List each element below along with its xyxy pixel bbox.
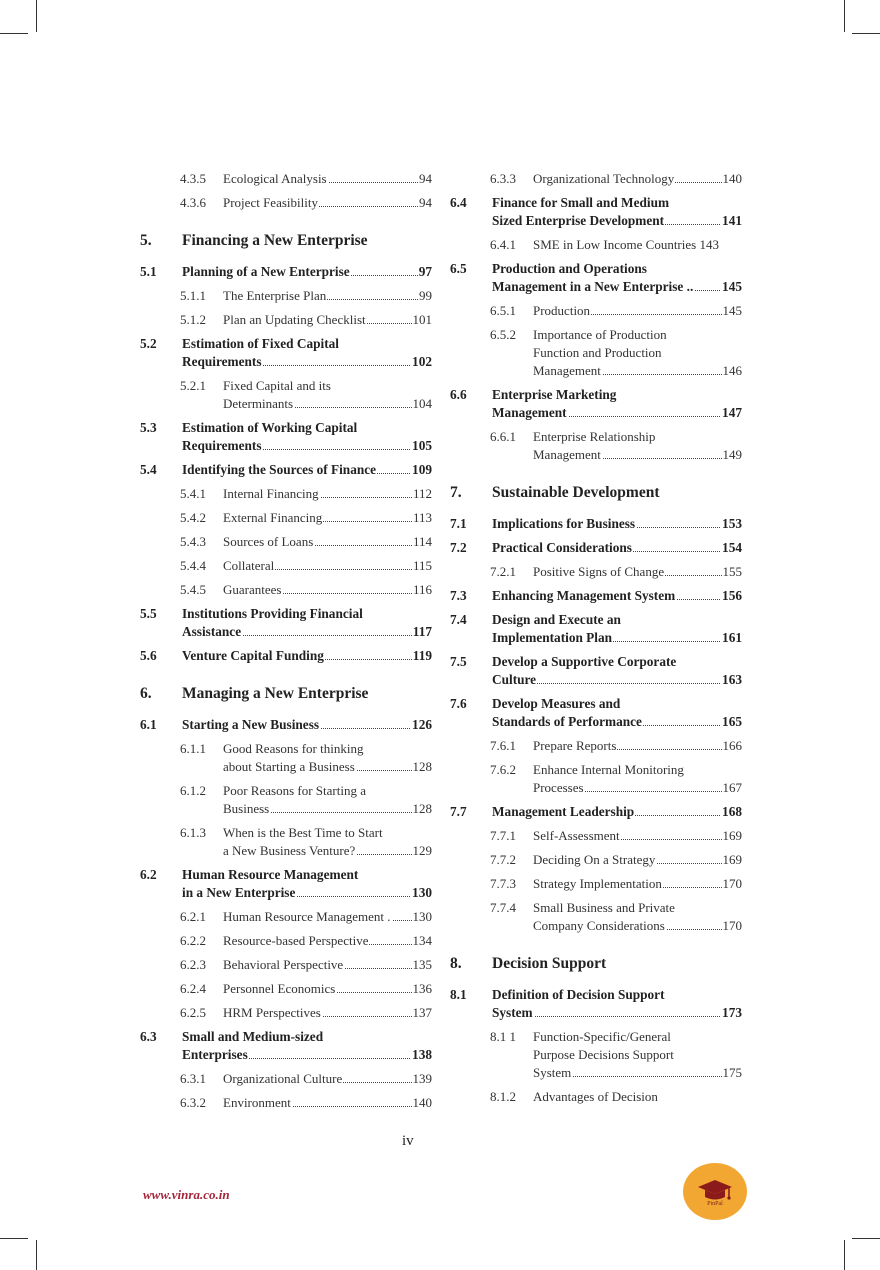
toc-entry-page: 130 (412, 885, 432, 900)
toc-entry-title: Advantages of Decision (533, 1089, 658, 1104)
toc-entry-sub[interactable] (140, 980, 432, 998)
toc-entry-page: 115 (412, 558, 432, 573)
toc-entry-page: 154 (722, 540, 742, 555)
toc-entry-title: Implications for Business (492, 516, 636, 531)
toc-entry-number: 5.4 (140, 462, 157, 477)
toc-entry-number: 8. (450, 955, 462, 972)
toc-entry-title: Estimation of Working Capital (182, 420, 358, 435)
toc-entry-title: Internal Financing (223, 486, 319, 501)
toc-entry-number: 6.6 (450, 387, 467, 402)
toc-entry-title: System (492, 1005, 533, 1020)
toc-entry-sub[interactable] (450, 302, 742, 320)
toc-entry-title: Design and Execute an (492, 612, 621, 627)
toc-entry-title: Guarantees (223, 582, 282, 597)
toc-entry-page: 175 (722, 1065, 742, 1080)
toc-entry-chapter[interactable] (450, 955, 742, 973)
toc-entry-sub[interactable] (140, 557, 432, 575)
toc-entry-sub[interactable] (450, 851, 742, 869)
toc-entry-sub[interactable] (450, 236, 742, 254)
toc-entry-title: SME in Low Income Countries 143 (533, 237, 719, 252)
toc-entry-page: 113 (412, 510, 432, 525)
toc-entry-title: Enhance Internal Monitoring (533, 762, 684, 777)
toc-entry-page: 94 (419, 171, 432, 186)
toc-entry-page: 170 (722, 918, 742, 933)
footer-url[interactable]: www.vinra.co.in (143, 1187, 230, 1202)
toc-entry-number: 5.4.4 (180, 558, 206, 573)
toc-entry-section[interactable] (450, 695, 742, 731)
toc-entry-section[interactable] (450, 587, 742, 605)
toc-entry-title: Personnel Economics (223, 981, 336, 996)
toc-entry-number: 6.6.1 (490, 429, 516, 444)
toc-entry-title: Management Leadership (492, 804, 635, 819)
crop-mark (36, 1240, 37, 1270)
toc-entry-number: 6.3.1 (180, 1071, 206, 1086)
toc-entry-title: Importance of Production (533, 327, 667, 342)
crop-mark (852, 33, 880, 34)
toc-entry-title: Function-Specific/General (533, 1029, 671, 1044)
toc-entry-title: Requirements (182, 354, 262, 369)
toc-entry-title: Requirements (182, 438, 262, 453)
toc-entry-number: 6.1 (140, 717, 157, 732)
toc-entry-sub[interactable] (140, 581, 432, 599)
toc-entry-number: 7.6.1 (490, 738, 516, 753)
toc-entry-page: 117 (412, 624, 432, 639)
toc-entry-title: Standards of Performance (492, 714, 642, 729)
toc-entry-number: 6.2.1 (180, 909, 206, 924)
toc-entry-title: Managing a New Enterprise (182, 685, 369, 702)
toc-entry-sub[interactable] (450, 1028, 742, 1082)
toc-entry-section[interactable] (450, 986, 742, 1022)
toc-entry-number: 4.3.5 (180, 171, 206, 186)
toc-entry-title: Management (492, 405, 567, 420)
publisher-badge (683, 1163, 747, 1220)
toc-entry-sub[interactable] (140, 932, 432, 950)
toc-entry-page: 173 (722, 1005, 742, 1020)
toc-entry-title: Management (533, 447, 601, 462)
toc-entry-sub[interactable] (140, 824, 432, 860)
toc-entry-page: 104 (412, 396, 432, 411)
toc-entry-page: 136 (412, 981, 432, 996)
toc-entry-page: 94 (419, 195, 432, 210)
toc-entry-page: 145 (722, 279, 742, 294)
toc-entry-sub[interactable] (450, 170, 742, 188)
crop-mark (844, 1240, 845, 1270)
toc-entry-title: Function and Production (533, 345, 662, 360)
toc-entry-number: 5.1 (140, 264, 157, 279)
toc-entry-number: 5.4.3 (180, 534, 206, 549)
toc-entry-page: 109 (412, 462, 432, 477)
badge-label: PinPal (707, 1200, 723, 1207)
toc-entry-sub[interactable] (450, 428, 742, 464)
toc-entry-number: 6.2.4 (180, 981, 206, 996)
toc-entry-sub[interactable] (140, 1004, 432, 1022)
toc-entry-page: 146 (722, 363, 742, 378)
toc-entry-number: 5.6 (140, 648, 157, 663)
crop-mark (0, 1238, 28, 1239)
toc-entry-title: Organizational Culture (223, 1071, 343, 1086)
toc-entry-page: 149 (722, 447, 742, 462)
toc-entry-title: Company Considerations (533, 918, 665, 933)
toc-entry-title: about Starting a Business (223, 759, 355, 774)
toc-entry-number: 6.2.2 (180, 933, 206, 948)
toc-entry-title: The Enterprise Plan (223, 288, 327, 303)
toc-entry-title: in a New Enterprise (182, 885, 296, 900)
toc-entry-page: 141 (722, 213, 742, 228)
toc-entry-title: Ecological Analysis (223, 171, 327, 186)
toc-entry-page: 168 (722, 804, 742, 819)
toc-entry-number: 7.7 (450, 804, 467, 819)
toc-entry-title: Behavioral Perspective (223, 957, 344, 972)
toc-entry-page: 134 (412, 933, 432, 948)
toc-entry-title: Institutions Providing Financial (182, 606, 363, 621)
toc-entry-title: Enhancing Management System (492, 588, 676, 603)
toc-entry-page: 161 (722, 630, 742, 645)
toc-entry-sub[interactable] (140, 533, 432, 551)
toc-entry-section[interactable] (140, 716, 432, 734)
toc-entry-title: a New Business Venture? (223, 843, 356, 858)
toc-entry-sub[interactable] (140, 956, 432, 974)
toc-entry-title: Poor Reasons for Starting a (223, 783, 366, 798)
toc-entry-title: Decision Support (492, 955, 607, 972)
toc-entry-sub[interactable] (450, 563, 742, 581)
toc-entry-title: Enterprise Relationship (533, 429, 656, 444)
toc-entry-number: 7.2 (450, 540, 467, 555)
toc-entry-title: Practical Considerations (492, 540, 632, 555)
toc-entry-title: Environment (223, 1095, 291, 1110)
toc-entry-page: 155 (722, 564, 742, 579)
toc-entry-number: 6.4 (450, 195, 467, 210)
toc-entry-title: Human Resource Management . (223, 909, 391, 924)
toc-entry-number: 5.4.1 (180, 486, 206, 501)
toc-entry-number: 6.5.1 (490, 303, 516, 318)
toc-entry-page: 139 (412, 1071, 432, 1086)
toc-entry-section[interactable] (140, 1028, 432, 1064)
toc-entry-number: 6.4.1 (490, 237, 516, 252)
toc-entry-sub[interactable] (450, 761, 742, 797)
toc-entry-title: Collateral (223, 558, 275, 573)
toc-entry-title: Resource-based Perspective (223, 933, 369, 948)
toc-entry-sub[interactable] (140, 311, 432, 329)
toc-entry-title: Starting a New Business (182, 717, 320, 732)
toc-entry-chapter[interactable] (140, 685, 432, 703)
toc-entry-page: 126 (412, 717, 432, 732)
toc-entry-number: 7.3 (450, 588, 467, 603)
toc-entry-title: When is the Best Time to Start (223, 825, 383, 840)
toc-entry-page: 169 (722, 828, 742, 843)
toc-entry-title: Human Resource Management (182, 867, 359, 882)
toc-entry-title: Planning of a New Enterprise (182, 264, 350, 279)
toc-entry-page: 119 (412, 648, 432, 663)
toc-entry-title: Organizational Technology (533, 171, 675, 186)
toc-entry-section[interactable] (450, 260, 742, 296)
toc-entry-page: 147 (722, 405, 742, 420)
toc-entry-page: 114 (412, 534, 432, 549)
toc-entry-number: 6.3 (140, 1029, 157, 1044)
toc-entry-number: 5.1.1 (180, 288, 206, 303)
toc-entry-sub[interactable] (140, 170, 432, 188)
toc-entry-number: 5.1.2 (180, 312, 206, 327)
crop-mark (0, 33, 28, 34)
toc-entry-page: 138 (412, 1047, 432, 1062)
toc-entry-sub[interactable] (140, 1070, 432, 1088)
toc-entry-page: 145 (722, 303, 742, 318)
toc-entry-page: 163 (722, 672, 742, 687)
toc-entry-page: 170 (722, 876, 742, 891)
toc-entry-title: Business (223, 801, 270, 816)
toc-entry-chapter[interactable] (140, 232, 432, 250)
toc-entry-title: Project Feasibility (223, 195, 318, 210)
toc-entry-sub[interactable] (140, 377, 432, 413)
crop-mark (844, 0, 845, 32)
toc-entry-page: 169 (722, 852, 742, 867)
toc-entry-number: 5.2 (140, 336, 157, 351)
toc-entry-page: 116 (412, 582, 432, 597)
toc-entry-section[interactable] (140, 419, 432, 455)
toc-entry-title: Management in a New Enterprise .. (492, 279, 694, 294)
toc-entry-section[interactable] (450, 611, 742, 647)
crop-mark (852, 1238, 880, 1239)
toc-entry-page: 128 (412, 759, 432, 774)
toc-entry-page: 112 (412, 486, 432, 501)
toc-entry-page: 153 (722, 516, 742, 531)
toc-entry-sub[interactable] (140, 194, 432, 212)
toc-entry-number: 6.1.2 (180, 783, 206, 798)
toc-entry-title: Positive Signs of Change (533, 564, 665, 579)
toc-entry-title: HRM Perspectives (223, 1005, 321, 1020)
toc-entry-page: 156 (722, 588, 742, 603)
toc-entry-section[interactable] (140, 335, 432, 371)
toc-entry-section[interactable] (450, 803, 742, 821)
toc-entry-number: 6.2.5 (180, 1005, 206, 1020)
toc-entry-number: 5.2.1 (180, 378, 206, 393)
toc-entry-section[interactable] (140, 605, 432, 641)
toc-entry-title: System (533, 1065, 572, 1080)
toc-entry-section[interactable] (450, 194, 742, 230)
toc-entry-number: 5.3 (140, 420, 157, 435)
toc-entry-section[interactable] (140, 866, 432, 902)
toc-entry-section[interactable] (140, 263, 432, 281)
toc-entry-title: Good Reasons for thinking (223, 741, 364, 756)
toc-entry-title: Venture Capital Funding (182, 648, 324, 663)
toc-entry-title: Assistance (182, 624, 242, 639)
toc-entry-sub[interactable] (450, 875, 742, 893)
toc-entry-title: Processes (533, 780, 584, 795)
toc-entry-title: Sized Enterprise Development (492, 213, 665, 228)
toc-entry-title: Finance for Small and Medium (492, 195, 670, 210)
toc-entry-sub[interactable] (450, 737, 742, 755)
toc-entry-sub[interactable] (140, 908, 432, 926)
toc-entry-page: 140 (722, 171, 742, 186)
toc-entry-number: 7.1 (450, 516, 467, 531)
toc-entry-section[interactable] (140, 461, 432, 479)
toc-entry-number: 6.3.3 (490, 171, 516, 186)
toc-entry-number: 6.1.3 (180, 825, 206, 840)
toc-entry-sub[interactable] (450, 1088, 742, 1106)
toc-entry-number: 6.3.2 (180, 1095, 206, 1110)
toc-entry-page: 165 (722, 714, 742, 729)
toc-entry-number: 5.4.2 (180, 510, 206, 525)
toc-entry-page: 167 (722, 780, 742, 795)
toc-entry-sub[interactable] (450, 899, 742, 935)
toc-entry-title: Fixed Capital and its (223, 378, 331, 393)
page-number: iv (402, 1133, 414, 1149)
toc-entry-section[interactable] (450, 386, 742, 422)
toc-entry-page: 97 (418, 264, 432, 279)
toc-entry-page: 128 (412, 801, 432, 816)
toc-entry-number: 6.5 (450, 261, 467, 276)
toc-entry-number: 6.2.3 (180, 957, 206, 972)
toc-entry-sub[interactable] (140, 740, 432, 776)
toc-entry-title: Enterprises (182, 1047, 248, 1062)
toc-right-column (450, 170, 742, 1106)
toc-entry-title: Deciding On a Strategy (533, 852, 656, 867)
toc-entry-title: Small Business and Private (533, 900, 675, 915)
toc-entry-number: 6.5.2 (490, 327, 516, 342)
toc-entry-section[interactable] (450, 515, 742, 533)
toc-entry-number: 5.5 (140, 606, 157, 621)
toc-entry-number: 7.5 (450, 654, 467, 669)
toc-entry-title: Implementation Plan (492, 630, 613, 645)
toc-entry-number: 8.1 (450, 987, 467, 1002)
toc-entry-sub[interactable] (140, 782, 432, 818)
toc-entry-page: 102 (412, 354, 432, 369)
toc-entry-title: Sustainable Development (492, 484, 660, 501)
toc-entry-number: 7.6.2 (490, 762, 516, 777)
toc-entry-sub[interactable] (140, 287, 432, 305)
toc-entry-title: Small and Medium-sized (182, 1029, 324, 1044)
toc-entry-title: Definition of Decision Support (492, 987, 665, 1002)
toc-entry-page: 105 (412, 438, 432, 453)
toc-entry-title: Strategy Implementation (533, 876, 662, 891)
toc-entry-title: Develop a Supportive Corporate (492, 654, 677, 669)
toc-entry-page: 137 (412, 1005, 432, 1020)
toc-entry-number: 7.6 (450, 696, 467, 711)
toc-entry-sub[interactable] (140, 485, 432, 503)
toc-left-column (140, 170, 432, 1112)
toc-entry-title: Prepare Reports (533, 738, 617, 753)
toc-entry-chapter[interactable] (450, 484, 742, 502)
toc-entry-number: 7.7.3 (490, 876, 516, 891)
toc-entry-number: 4.3.6 (180, 195, 206, 210)
toc-entry-section[interactable] (450, 539, 742, 557)
toc-entry-title: Enterprise Marketing (492, 387, 617, 402)
toc-entry-page: 140 (412, 1095, 432, 1110)
toc-entry-number: 7.4 (450, 612, 467, 627)
toc-entry-title: Identifying the Sources of Finance (182, 462, 377, 477)
toc-entry-page: 135 (412, 957, 432, 972)
toc-entry-title: Determinants (223, 396, 294, 411)
toc-entry-number: 5.4.5 (180, 582, 206, 597)
toc-entry-title: External Financing (223, 510, 323, 525)
toc-entry-page: 129 (412, 843, 432, 858)
toc-entry-number: 7. (450, 484, 462, 501)
toc-entry-sub[interactable] (450, 326, 742, 380)
toc-entry-page: 101 (412, 312, 432, 327)
toc-entry-title: Develop Measures and (492, 696, 621, 711)
crop-mark (36, 0, 37, 32)
toc-entry-number: 6.2 (140, 867, 157, 882)
toc-entry-title: Culture (492, 672, 537, 687)
toc-entry-title: Self-Assessment (533, 828, 620, 843)
toc-entry-number: 6. (140, 685, 152, 702)
toc-entry-page: 99 (419, 288, 432, 303)
toc-entry-number: 7.7.2 (490, 852, 516, 867)
toc-entry-title: Production and Operations (492, 261, 647, 276)
toc-entry-sub[interactable] (450, 827, 742, 845)
toc-entry-page: 166 (722, 738, 742, 753)
toc-entry-number: 7.7.1 (490, 828, 516, 843)
toc-entry-section[interactable] (140, 647, 432, 665)
toc-entry-number: 7.7.4 (490, 900, 516, 915)
toc-entry-title: Production (533, 303, 591, 318)
toc-entry-number: 7.2.1 (490, 564, 516, 579)
toc-entry-number: 8.1 1 (490, 1029, 516, 1044)
toc-entry-title: Management (533, 363, 601, 378)
toc-entry-sub[interactable] (140, 1094, 432, 1112)
toc-entry-title: Purpose Decisions Support (533, 1047, 674, 1062)
toc-entry-number: 8.1.2 (490, 1089, 516, 1104)
toc-entry-number: 6.1.1 (180, 741, 206, 756)
toc-entry-section[interactable] (450, 653, 742, 689)
toc-entry-title: Sources of Loans (223, 534, 314, 549)
toc-entry-sub[interactable] (140, 509, 432, 527)
toc-entry-title: Plan an Updating Checklist (223, 312, 366, 327)
toc-entry-title: Financing a New Enterprise (182, 232, 368, 249)
toc-entry-number: 5. (140, 232, 152, 249)
toc-entry-title: Estimation of Fixed Capital (182, 336, 339, 351)
toc-entry-page: 130 (412, 909, 432, 924)
